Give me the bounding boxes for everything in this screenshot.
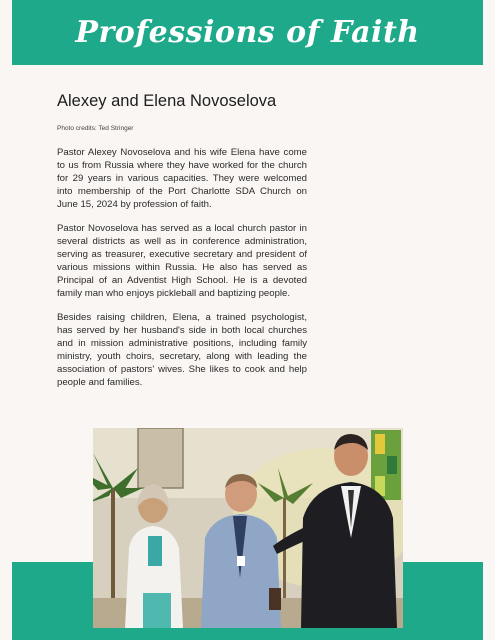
article-heading: Alexey and Elena Novoselova (57, 92, 277, 110)
paragraph-pastor: Pastor Novoselova has served as a local church pastor in several districts as well as in conference administration, serving as treasurer, executive secretary and president of various missions within Russia. He also has served as Principal of an Adventist High School. He is a devoted family man who enjoys pickleball and baptizing people. (57, 223, 307, 299)
paragraph-intro: Pastor Alexey Novoselova and his wife Elena have come to us from Russia where they have worked for the church for 29 years in various capacities. They were welcomed into membership of the Port Charlotte SDA Church on June 15, 2024 by profession of faith. (57, 147, 307, 210)
title-banner (12, 0, 483, 65)
paragraph-elena: Besides raising children, Elena, a trained psychologist, has served by her husband's side in both local churches and in mission administrative positions, including family ministry, youth choirs, secretary, along with leading the association of pastors' wives. She likes to cook and help people and families. (57, 312, 307, 388)
photo-illustration (93, 428, 403, 628)
banner-title: Professions of Faith (75, 15, 420, 50)
photo-credit: Photo credits: Ted Stringer (57, 125, 134, 132)
article (57, 92, 307, 389)
article-photo (93, 428, 403, 628)
